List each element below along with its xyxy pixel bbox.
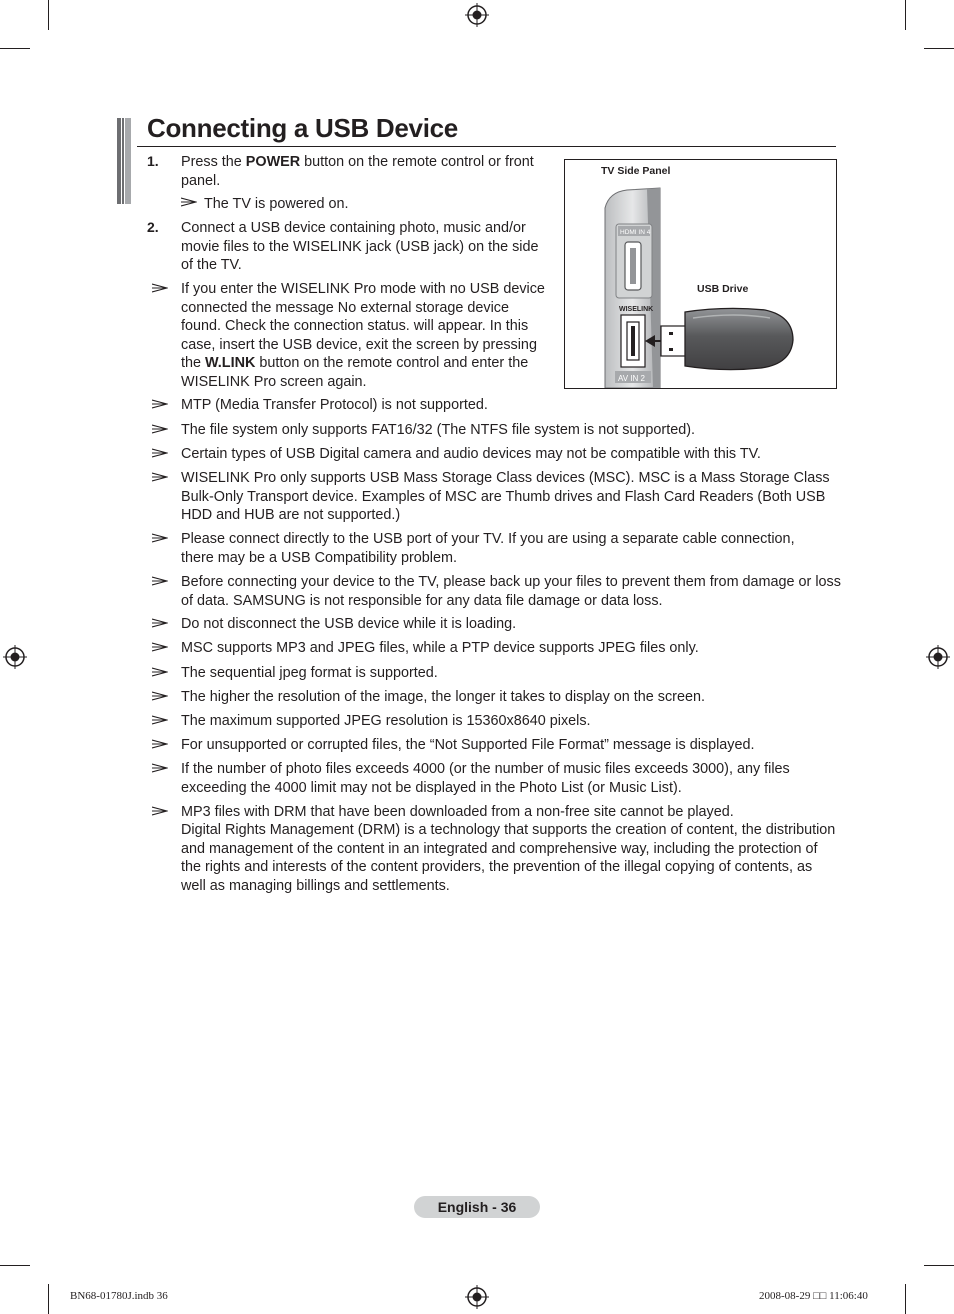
note-item: MTP (Media Transfer Protocol) is not supported. [181,397,488,413]
registration-mark-icon [464,1284,490,1310]
note-arrow-icon [152,763,168,773]
note-item: For unsupported or corrupted files, the “Not Supported File Format” message is displayed. [181,737,755,753]
figure-label-panel: TV Side Panel [601,165,671,177]
note-item: The sequential jpeg format is supported. [181,665,438,681]
crop-mark [905,0,906,30]
note-arrow-icon [152,283,168,293]
note-item: WISELINK Pro only supports USB Mass Storage Class devices (MSC). MSC is a Mass Storage Class Bulk-Only Transport device. Examples of MSC are Thumb drives and Flash Card Readers (Both USB HDD and HUB are not supported.) [181,470,830,524]
section-marker-bar [117,118,131,204]
note-arrow-icon [152,399,168,409]
note-arrow-icon [152,667,168,677]
figure-label-drive: USB Drive [697,283,749,295]
print-slug-left: BN68-01780J.indb 36 [70,1290,168,1302]
note-arrow-icon [152,618,168,628]
crop-mark [924,48,954,49]
crop-mark [924,1265,954,1266]
page-number-badge: English - 36 [414,1196,540,1218]
step-number: 1. [147,153,159,169]
note-item: MP3 files with DRM that have been downloaded from a non-free site cannot be played. [181,804,734,820]
note-item: Before connecting your device to the TV, please back up your files to prevent them from damage or loss of data. SAMSUNG is not responsible for any data file damage or data loss. [181,574,841,609]
registration-mark-icon [2,644,28,670]
step-1-text: Press the POWER button on the remote control or front panel. [181,154,534,189]
tv-usb-illustration [565,160,836,388]
note-item: If the number of photo files exceeds 4000 (or the number of music files exceeds 3000), any files exceeding the 4000 limit may not be displayed in the Photo List (or Music List). [181,761,790,796]
note-arrow-icon [181,197,197,207]
registration-mark-icon [464,2,490,28]
note-arrow-icon [152,576,168,586]
note-item: The maximum supported JPEG resolution is 15360x8640 pixels. [181,713,591,729]
title-divider [137,146,836,147]
note-item: Do not disconnect the USB device while it is loading. [181,616,517,632]
svg-text:AV IN 2: AV IN 2 [618,374,645,383]
note-wiselink: If you enter the WISELINK Pro mode with no USB device connected the message No external storage device found. Check the connection status. will appear. In this case, insert the USB device, exit the screen by pressing the W.LINK button on the remote control and enter the WISELINK Pro screen again. [181,281,545,390]
note-item: Please connect directly to the USB port of your TV. If you are using a separate cable connection, there may be a USB Compatibility problem. [181,531,795,566]
registration-mark-icon [925,644,951,670]
svg-text:WISELINK: WISELINK [619,306,654,313]
note-arrow-icon [152,715,168,725]
crop-mark [905,1284,906,1314]
note-arrow-icon [152,806,168,816]
crop-mark [0,48,30,49]
step-2-text: Connect a USB device containing photo, music and/or movie files to the WISELINK jack (USB jack) on the side of the TV. [181,220,539,274]
tv-side-panel-figure [564,159,837,389]
note-item: The higher the resolution of the image, the longer it takes to display on the screen. [181,689,705,705]
crop-mark [0,1265,30,1266]
print-slug-right: 2008-08-29 □□ 11:06:40 [759,1290,868,1302]
step-number: 2. [147,219,159,235]
note-arrow-icon [152,691,168,701]
crop-mark [48,1284,49,1314]
step-1-note: The TV is powered on. [204,196,349,212]
drm-definition: Digital Rights Management (DRM) is a technology that supports the creation of content, the distribution and management of the content in an integrated and comprehensive way, including the protection of the rights and interests of the content providers, the prevention of the illegal copying of contents, as well as managing billings and settlements. [181,822,836,894]
note-arrow-icon [152,472,168,482]
crop-mark [48,0,49,30]
note-arrow-icon [152,424,168,434]
page-title: Connecting a USB Device [147,113,458,143]
note-item: The file system only supports FAT16/32 (The NTFS file system is not supported). [181,422,695,438]
note-item: MSC supports MP3 and JPEG files, while a PTP device supports JPEG files only. [181,640,699,656]
port-hdmi-label: HDMI IN 4 [620,229,651,236]
note-arrow-icon [152,533,168,543]
note-item: Certain types of USB Digital camera and audio devices may not be compatible with this TV. [181,446,761,462]
note-arrow-icon [152,739,168,749]
note-arrow-icon [152,448,168,458]
note-arrow-icon [152,642,168,652]
